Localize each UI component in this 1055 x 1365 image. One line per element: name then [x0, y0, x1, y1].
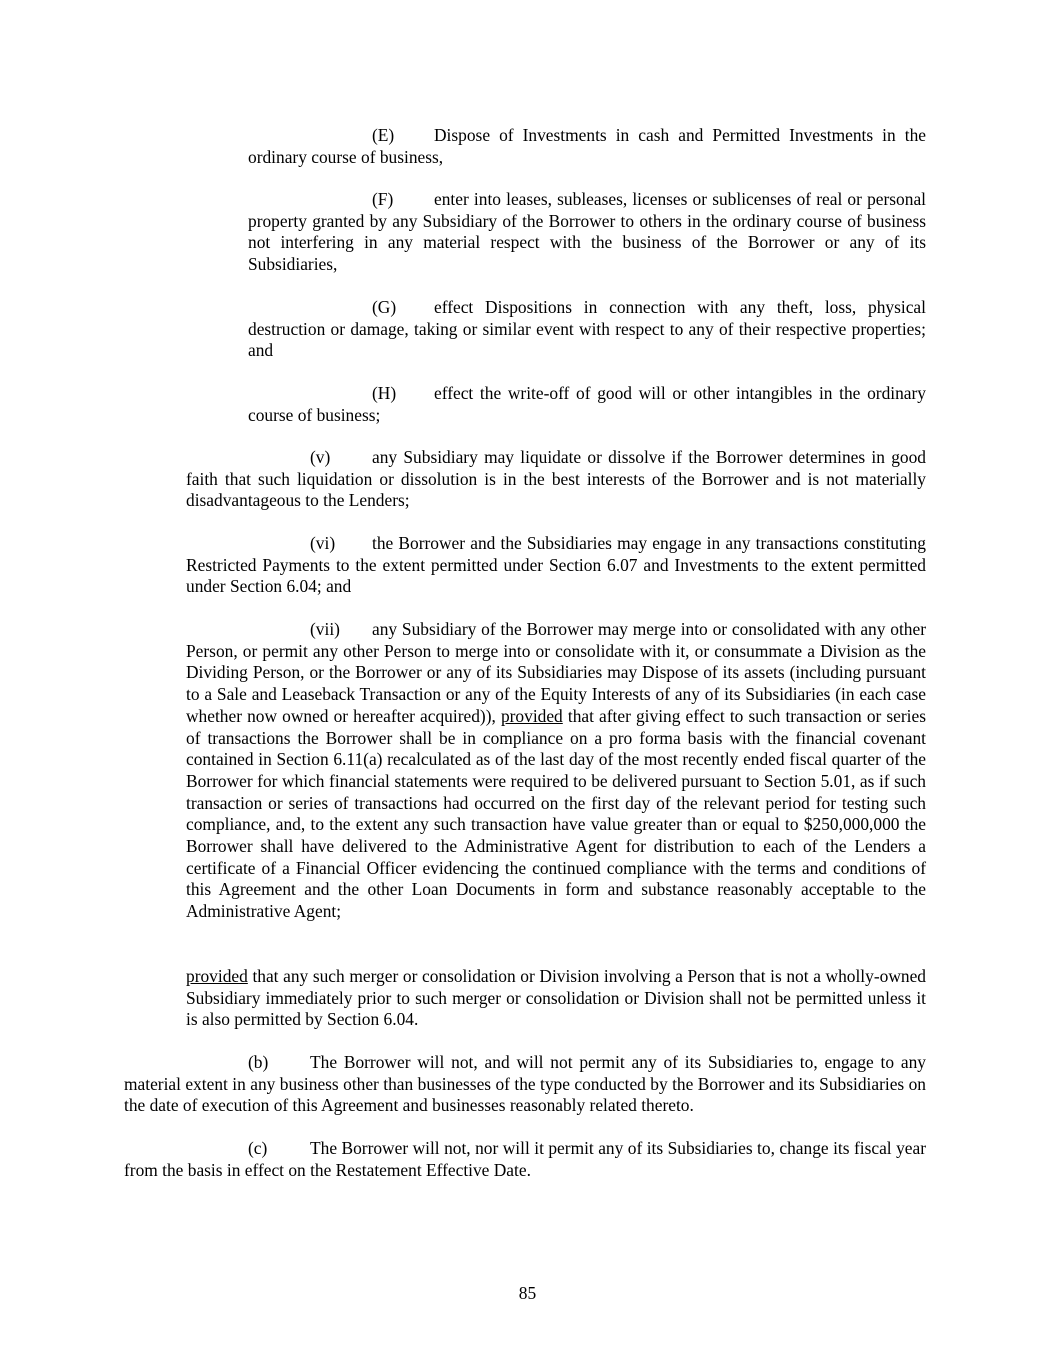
paragraph-text: the Borrower and the Subsidiaries may engage in any transactions constituting Restricted Payments to the extent permitted under Section 6.07 and Investments to the extent permitted under Section 6.04; and — [186, 533, 926, 597]
page-number: 85 — [518, 1283, 537, 1303]
paragraph-text: The Borrower will not, and will not permit any of its Subsidiaries to, engage to any material extent in any business other than businesses of the type conducted by the Borrower and its Subsidiaries on the date of execution of this Agreement and businesses reasonably related thereto. — [124, 1052, 926, 1116]
paragraph-number: (F) — [372, 189, 394, 209]
paragraph-number: (vi) — [310, 533, 336, 553]
paragraph-vii — [186, 619, 926, 923]
paragraph-text: any Subsidiary of the Borrower may merge into or consolidated with any other Person, or permit any other Person to merge into or consolidate with it, or consummate a Division as the Dividing Person, or the Borrower or any of its Subsidiaries may Dispose of its assets (including pursuant to a Sale and Leaseback Transaction or any of the Equity Interests of any of its Subsidiaries (in each case whether now owned or hereafter acquired)), — [186, 619, 926, 726]
paragraph-v — [186, 447, 926, 512]
paragraph-text: enter into leases, subleases, licenses or sublicenses of real or personal property granted by any Subsidiary of the Borrower to others in the ordinary course of business not interfering in any material respect with the business of the Borrower or any of its Subsidiaries, — [248, 189, 926, 275]
paragraph-number: (c) — [248, 1138, 268, 1158]
paragraph-c — [124, 1138, 926, 1181]
paragraph-text: any Subsidiary may liquidate or dissolve if the Borrower determines in good faith that such liquidation or dissolution is in the best interests of the Borrower and is not materially disadvantageous to the Lenders; — [186, 447, 926, 511]
paragraph-number: (vii) — [310, 619, 340, 639]
paragraph-H — [248, 383, 926, 426]
paragraph-text: effect the write-off of good will or other intangibles in the ordinary course of business; — [248, 383, 926, 425]
paragraph-b — [124, 1052, 926, 1117]
paragraph-text: The Borrower will not, nor will it permit any of its Subsidiaries to, change its fiscal year from the basis in effect on the Restatement Effective Date. — [124, 1138, 926, 1180]
paragraph-G — [248, 297, 926, 362]
paragraph-text: Dispose of Investments in cash and Permitted Investments in the ordinary course of business, — [248, 125, 926, 167]
provided-term: provided — [500, 705, 563, 726]
paragraph-text-continued: that after giving effect to such transaction or series of transactions the Borrower shall be in compliance on a pro forma basis with the financial covenant contained in Section 6.11(a) recalculated as of the last day of the most recently ended fiscal quarter of the Borrower for which financial statements were required to be delivered pursuant to Section 5.01, as if such transaction or series of transactions had occurred on the first day of the relevant period for testing such compliance, and, to the extent any such transaction have value greater than or equal to $250,000,000 the Borrower shall have delivered to the Administrative Agent for distribution to each of the Lenders a certificate of a Financial Officer evidencing the continued compliance with the terms and conditions of this Agreement and the other Loan Documents in form and substance reasonably acceptable to the Administrative Agent; — [186, 705, 927, 922]
paragraph-number: (H) — [372, 383, 397, 403]
paragraph-E — [248, 125, 926, 168]
paragraph-number: (v) — [310, 447, 331, 467]
paragraph-vi — [186, 533, 926, 598]
paragraph-number: (b) — [248, 1052, 269, 1072]
paragraph-number: (E) — [372, 125, 395, 145]
paragraph-F — [248, 189, 926, 276]
paragraph-text: effect Dispositions in connection with any theft, loss, physical destruction or damage, taking or similar event with respect to any of their respective properties; and — [248, 297, 926, 361]
paragraph-text: that any such merger or consolidation or Division involving a Person that is not a wholly-owned Subsidiary immediately prior to such merger or consolidation or Division shall not be permitted unless it is also permitted by Section 6.04. — [186, 966, 926, 1030]
paragraph-number: (G) — [372, 297, 397, 317]
paragraph-proviso — [186, 966, 926, 1031]
provided-term: provided — [186, 966, 248, 986]
